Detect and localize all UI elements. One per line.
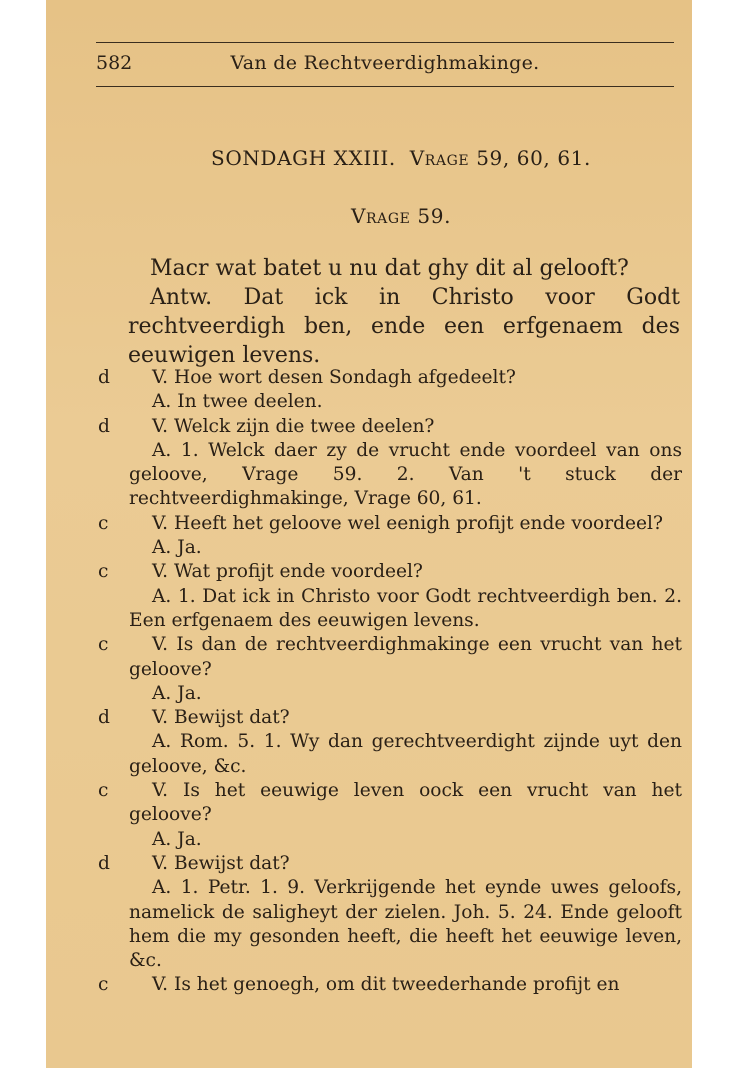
line-text: A. 1. Welck daer zy de vrucht ende voordeel van ons geloove, Vrage 59. 2. Van 't stuck der rechtveerdighmakinge, Vrage 60, 61. — [129, 439, 682, 510]
catechism-question — [128, 254, 680, 370]
line-text: A. 1. Petr. 1. 9. Verkrijgende het eynde uwes geloofs, namelick de saligheyt der zielen. Joh. 5. 24. Ende gelooft hem die my gesonden heeft, die heeft het eeuwige leven, &c. — [129, 877, 682, 972]
margin-mark: c — [98, 512, 109, 534]
dialogue-line — [98, 415, 682, 439]
dialogue-line — [98, 828, 682, 852]
dialogue-line — [98, 536, 682, 560]
dialogue-line — [98, 390, 682, 414]
line-text: V. Wat profijt ende voordeel? — [152, 561, 423, 583]
section-title — [96, 146, 706, 170]
line-text: V. Hoe wort desen Sondagh afgedeelt? — [152, 367, 516, 388]
dialogue-line — [98, 779, 682, 828]
line-text: V. Is het eeuwige leven oock een vrucht van het geloove? — [129, 780, 682, 826]
dialogue-line — [98, 366, 682, 390]
dialogue-line — [98, 585, 682, 634]
margin-mark: d — [98, 415, 110, 437]
line-text: V. Bewijst dat? — [152, 852, 290, 874]
dialogue-line — [98, 876, 682, 973]
dialogue-line — [98, 439, 682, 512]
subheading-number: 59. — [417, 204, 452, 228]
line-text: A. In twee deelen. — [152, 391, 323, 413]
dialogue-line — [98, 560, 682, 584]
page-number: 582 — [96, 52, 133, 74]
question-text: Macr wat batet u nu dat ghy dit al gelooft? — [150, 256, 629, 281]
commentary-body — [98, 366, 682, 998]
margin-mark: c — [98, 974, 109, 996]
answer-text: Antw. Dat ick in Christo voor Godt rechtveerdigh ben, ende een erfgenaem des eeuwigen levens. — [128, 285, 680, 368]
margin-mark: d — [98, 852, 110, 874]
dialogue-line — [98, 706, 682, 730]
line-text: A. Ja. — [152, 682, 202, 704]
dialogue-line — [98, 512, 682, 536]
running-title: Van de Rechtveerdighmakinge. — [230, 52, 540, 74]
line-text: A. 1. Dat ick in Christo voor Godt rechtveerdigh ben. 2. Een erfgenaem des eeuwigen levens. — [129, 585, 682, 631]
line-text: V. Heeft het geloove wel eenigh profijt ende voordeel? — [152, 512, 663, 534]
header-rule-top — [96, 42, 674, 43]
line-text: A. Ja. — [152, 537, 202, 559]
dialogue-line — [98, 852, 682, 876]
header-rule-bottom — [96, 86, 674, 87]
margin-mark: c — [98, 561, 109, 583]
dialogue-line — [98, 633, 682, 682]
vrage-numbers: 59, 60, 61. — [476, 146, 591, 170]
line-text: A. Ja. — [152, 828, 202, 850]
margin-mark: c — [98, 780, 109, 802]
question-subheading — [96, 204, 706, 228]
line-text: V. Is dan de rechtveerdighmakinge een vrucht van het geloove? — [129, 634, 682, 680]
line-text: V. Bewijst dat? — [152, 707, 290, 729]
vrage-word: Vrage — [409, 146, 470, 170]
sondagh-title: SONDAGH XXIII. — [211, 146, 396, 170]
line-text: A. Rom. 5. 1. Wy dan gerechtveerdight zijnde uyt den geloove, &c. — [129, 731, 682, 777]
dialogue-line — [98, 682, 682, 706]
running-header — [96, 52, 674, 82]
dialogue-line — [98, 730, 682, 779]
margin-mark: c — [98, 634, 109, 656]
margin-mark: d — [98, 367, 110, 388]
dialogue-line — [98, 973, 682, 997]
line-text: V. Welck zijn die twee deelen? — [152, 415, 435, 437]
subheading-word: Vrage — [350, 204, 411, 228]
line-text: V. Is het genoegh, om dit tweederhande profijt en — [152, 974, 620, 996]
margin-mark: d — [98, 707, 110, 729]
